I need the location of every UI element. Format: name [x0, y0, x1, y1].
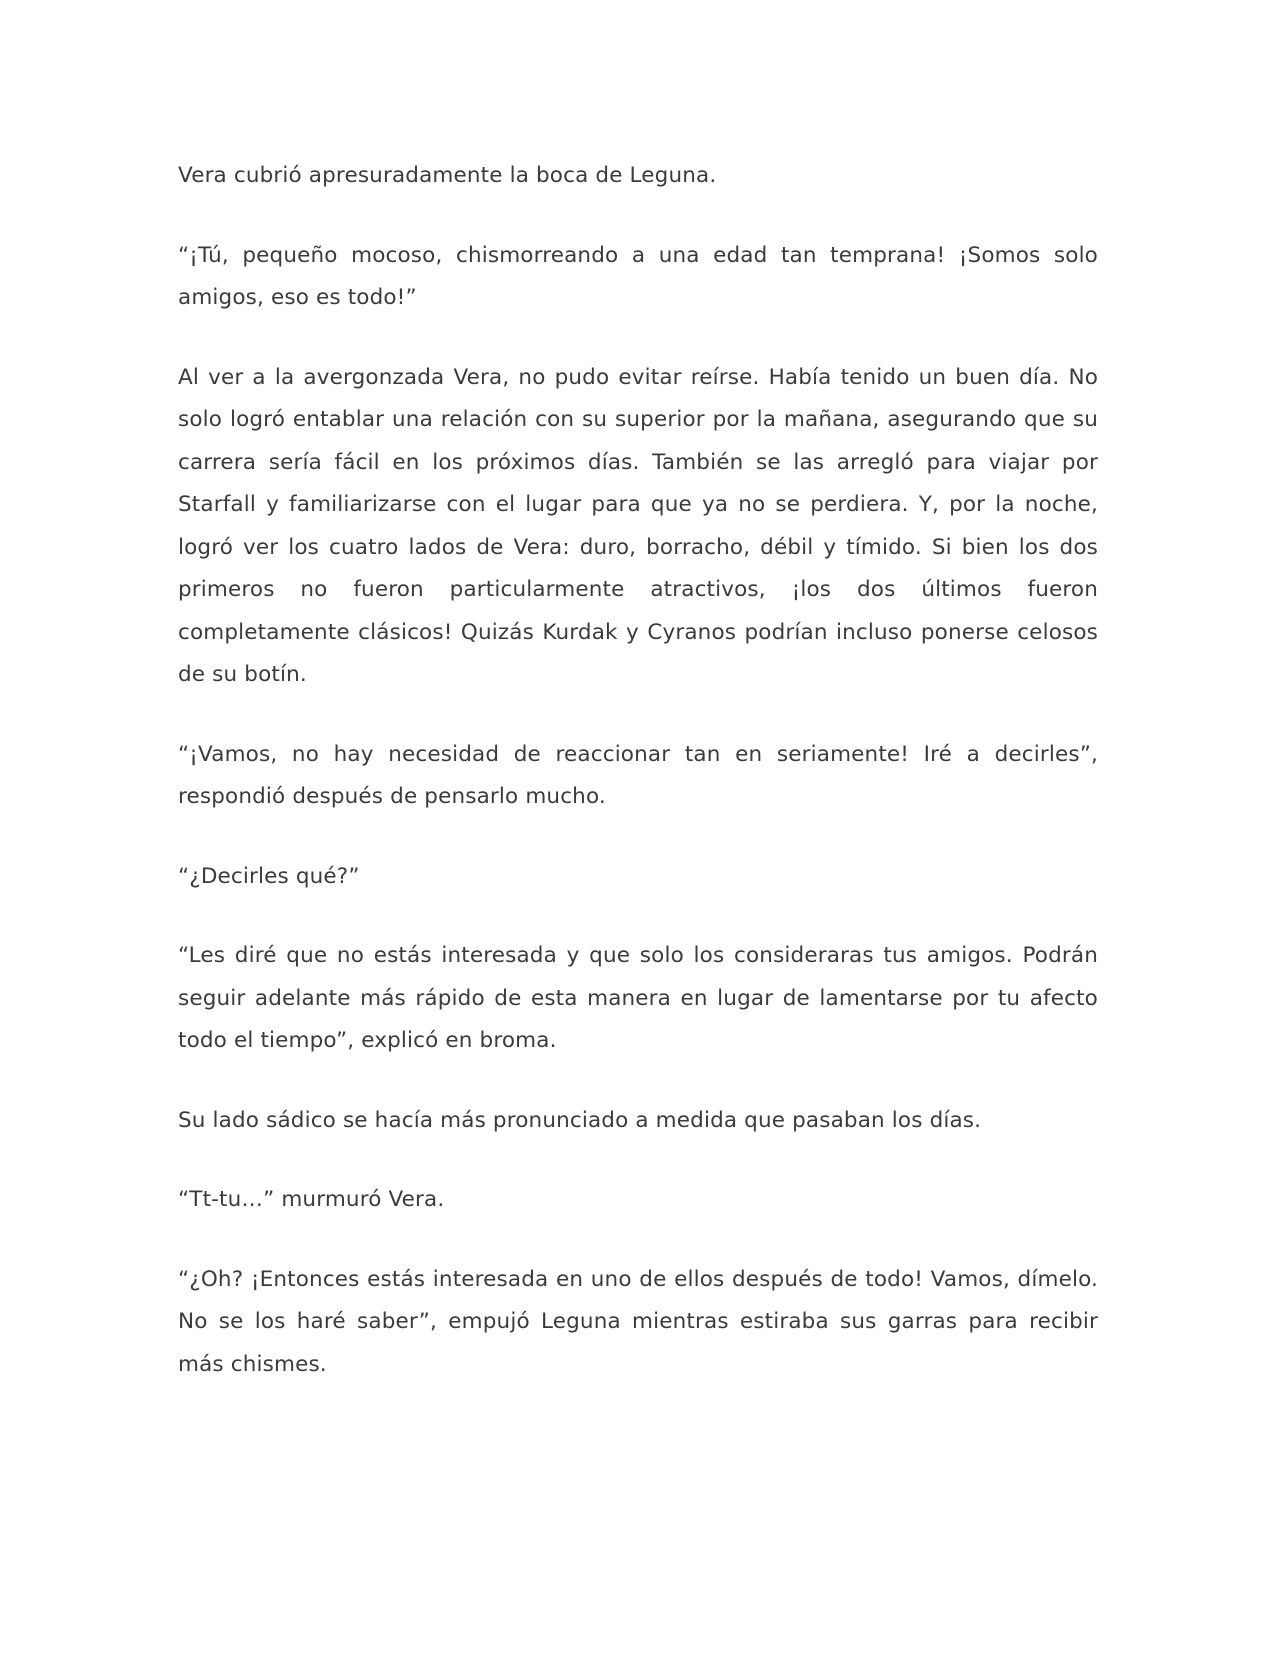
paragraph-2: “¡Tú, pequeño mocoso, chismorreando a una edad tan temprana! ¡Somos solo amigos, eso es todo!”	[178, 242, 1098, 310]
document-page	[178, 155, 1098, 1386]
paragraph-3: Al ver a la avergonzada Vera, no pudo evitar reírse. Había tenido un buen día. No solo logró entablar una relación con su superior por la mañana, asegurando que su carrera sería fácil en los próximos días. También se las arregló para viajar por Starfall y familiarizarse con el lugar para que ya no se perdiera. Y, por la noche, logró ver los cuatro lados de Vera: duro, borracho, débil y tímido. Si bien los dos primeros no fueron particularmente atractivos, ¡los dos últimos fueron completamente clásicos! Quizás Kurdak y Cyranos podrían incluso ponerse celosos de su botín.	[178, 364, 1098, 687]
paragraph-7: Su lado sádico se hacía más pronunciado a medida que pasaban los días.	[178, 1107, 982, 1133]
paragraph-1: Vera cubrió apresuradamente la boca de Leguna.	[178, 163, 717, 188]
paragraph-6: “Les diré que no estás interesada y que solo los consideraras tus amigos. Podrán seguir adelante más rápido de esta manera en lugar de lamentarse por tu afecto todo el tiempo”, explicó en broma.	[178, 943, 1098, 1053]
paragraph-4: “¡Vamos, no hay necesidad de reaccionar tan en seriamente! Iré a decirles”, respondió después de pensarlo mucho.	[178, 741, 1098, 809]
paragraph-5: “¿Decirles qué?”	[178, 863, 360, 889]
paragraph-9: “¿Oh? ¡Entonces estás interesada en uno de ellos después de todo! Vamos, dímelo. No se los haré saber”, empujó Leguna mientras estiraba sus garras para recibir más chismes.	[178, 1266, 1098, 1377]
paragraph-8: “Tt-tu…” murmuró Vera.	[178, 1187, 445, 1212]
